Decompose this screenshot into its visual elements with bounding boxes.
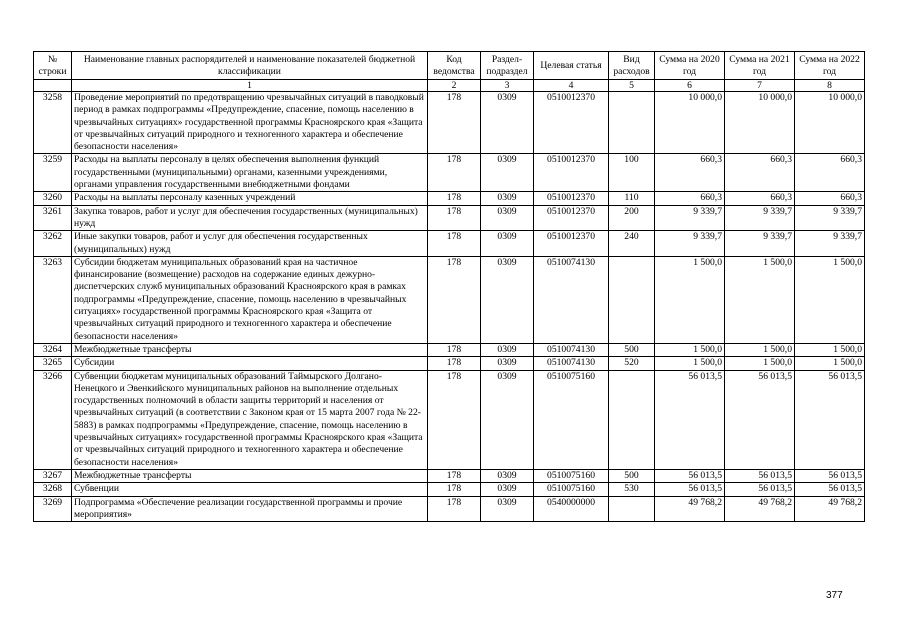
sum-2021-cell: 660,3	[725, 192, 795, 205]
expense-type-cell: 500	[609, 343, 655, 356]
sum-2022-cell: 56 013,5	[795, 469, 865, 482]
row-number-cell: 3258	[34, 92, 72, 154]
sum-2021-cell: 9 339,7	[725, 205, 795, 231]
row-number-cell: 3260	[34, 192, 72, 205]
dept-code-cell: 178	[428, 256, 481, 343]
row-name-cell: Проведение мероприятий по предотвращению чрезвычайных ситуаций в паводковый период в рамках подпрограммы «Предупреждение, спасение, помощь населению в чрезвычайных ситуациях» государственной программы Красноярского края «Защита от чрезвычайных ситуаций природного и техногенного характера и обеспечение безопасности населения»	[72, 92, 428, 154]
sum-2020-cell: 9 339,7	[655, 205, 725, 231]
sum-2022-cell: 1 500,0	[795, 256, 865, 343]
expense-type-cell: 110	[609, 192, 655, 205]
header-sum-2020: Сумма на 2020 год	[655, 52, 725, 80]
section-cell: 0309	[481, 192, 534, 205]
row-number-cell: 3267	[34, 469, 72, 482]
target-item-cell: 0510074130	[534, 343, 609, 356]
header-target-item: Целевая статья	[534, 52, 609, 80]
dept-code-cell: 178	[428, 231, 481, 257]
row-name-cell: Иные закупки товаров, работ и услуг для обеспечения государственных (муниципальных) нужд	[72, 231, 428, 257]
col-number-cell: 4	[534, 80, 609, 92]
target-item-cell: 0540000000	[534, 496, 609, 522]
section-cell: 0309	[481, 92, 534, 154]
target-item-cell: 0510012370	[534, 92, 609, 154]
row-name-cell: Субвенции бюджетам муниципальных образований Таймырского Долгано-Ненецкого и Эвенкийского муниципальных районов на выполнение отдельных государственных полномочий в области защиты территорий и населения от чрезвычайных ситуаций (в соответствии с Законом края от 15 марта 2007 года № 22-5883) в рамках подпрограммы «Предупреждение, спасение, помощь населению в чрезвычайных ситуациях» государственной программы Красноярского края «Защита от чрезвычайных ситуаций природного и техногенного характера и обеспечение безопасности населения»	[72, 370, 428, 469]
target-item-cell: 0510012370	[534, 154, 609, 192]
row-number-cell: 3262	[34, 231, 72, 257]
expense-type-cell: 500	[609, 469, 655, 482]
sum-2021-cell: 1 500,0	[725, 343, 795, 356]
header-section: Раздел-подраздел	[481, 52, 534, 80]
sum-2020-cell: 49 768,2	[655, 496, 725, 522]
section-cell: 0309	[481, 469, 534, 482]
dept-code-cell: 178	[428, 92, 481, 154]
table-row	[34, 357, 865, 370]
sum-2020-cell: 660,3	[655, 154, 725, 192]
sum-2020-cell: 10 000,0	[655, 92, 725, 154]
header-sum-2022: Сумма на 2022 год	[795, 52, 865, 80]
row-number-cell: 3265	[34, 357, 72, 370]
sum-2022-cell: 56 013,5	[795, 370, 865, 469]
dept-code-cell: 178	[428, 357, 481, 370]
target-item-cell: 0510075160	[534, 370, 609, 469]
col-number-cell: 3	[481, 80, 534, 92]
section-cell: 0309	[481, 343, 534, 356]
sum-2020-cell: 56 013,5	[655, 370, 725, 469]
table-row	[34, 154, 865, 192]
sum-2021-cell: 1 500,0	[725, 357, 795, 370]
row-name-cell: Расходы на выплаты персоналу казенных учреждений	[72, 192, 428, 205]
sum-2021-cell: 49 768,2	[725, 496, 795, 522]
target-item-cell: 0510012370	[534, 192, 609, 205]
dept-code-cell: 178	[428, 192, 481, 205]
section-cell: 0309	[481, 256, 534, 343]
row-name-cell: Межбюджетные трансферты	[72, 469, 428, 482]
expense-type-cell: 530	[609, 483, 655, 496]
column-number-row	[34, 80, 865, 92]
sum-2022-cell: 1 500,0	[795, 357, 865, 370]
sum-2022-cell: 1 500,0	[795, 343, 865, 356]
row-name-cell: Расходы на выплаты персоналу в целях обеспечения выполнения функций государственными (муниципальными) органами, казенными учреждениями, органами управления государственными внебюджетными фондами	[72, 154, 428, 192]
row-name-cell: Субвенции	[72, 483, 428, 496]
row-number-cell: 3263	[34, 256, 72, 343]
dept-code-cell: 178	[428, 483, 481, 496]
expense-type-cell: 200	[609, 205, 655, 231]
sum-2020-cell: 660,3	[655, 192, 725, 205]
sum-2021-cell: 56 013,5	[725, 469, 795, 482]
target-item-cell: 0510075160	[534, 469, 609, 482]
budget-table	[33, 51, 865, 522]
table-header-row	[34, 52, 865, 80]
col-number-cell: 6	[655, 80, 725, 92]
page-number: 377	[826, 590, 843, 601]
target-item-cell: 0510074130	[534, 357, 609, 370]
sum-2020-cell: 56 013,5	[655, 469, 725, 482]
expense-type-cell: 100	[609, 154, 655, 192]
sum-2020-cell: 9 339,7	[655, 231, 725, 257]
sum-2022-cell: 660,3	[795, 192, 865, 205]
col-number-cell: 5	[609, 80, 655, 92]
col-number-cell: 1	[72, 80, 428, 92]
sum-2022-cell: 10 000,0	[795, 92, 865, 154]
target-item-cell: 0510075160	[534, 483, 609, 496]
sum-2020-cell: 56 013,5	[655, 483, 725, 496]
table-row	[34, 92, 865, 154]
table-row	[34, 469, 865, 482]
header-row-no: № строки	[34, 52, 72, 80]
dept-code-cell: 178	[428, 370, 481, 469]
section-cell: 0309	[481, 231, 534, 257]
sum-2021-cell: 56 013,5	[725, 370, 795, 469]
section-cell: 0309	[481, 496, 534, 522]
expense-type-cell	[609, 92, 655, 154]
sum-2022-cell: 660,3	[795, 154, 865, 192]
table-row	[34, 192, 865, 205]
expense-type-cell	[609, 256, 655, 343]
sum-2020-cell: 1 500,0	[655, 256, 725, 343]
section-cell: 0309	[481, 483, 534, 496]
sum-2021-cell: 56 013,5	[725, 483, 795, 496]
expense-type-cell	[609, 496, 655, 522]
header-name: Наименование главных распорядителей и наименование показателей бюджетной классификации	[72, 52, 428, 80]
sum-2022-cell: 9 339,7	[795, 231, 865, 257]
target-item-cell: 0510074130	[534, 256, 609, 343]
col-number-cell: 2	[428, 80, 481, 92]
header-expense-type: Вид расходов	[609, 52, 655, 80]
sum-2022-cell: 56 013,5	[795, 483, 865, 496]
dept-code-cell: 178	[428, 496, 481, 522]
target-item-cell: 0510012370	[534, 231, 609, 257]
row-name-cell: Подпрограмма «Обеспечение реализации государственной программы и прочие мероприятия»	[72, 496, 428, 522]
sum-2020-cell: 1 500,0	[655, 343, 725, 356]
col-number-cell	[34, 80, 72, 92]
sum-2021-cell: 660,3	[725, 154, 795, 192]
section-cell: 0309	[481, 154, 534, 192]
expense-type-cell: 520	[609, 357, 655, 370]
row-number-cell: 3264	[34, 343, 72, 356]
section-cell: 0309	[481, 357, 534, 370]
table-row	[34, 370, 865, 469]
expense-type-cell: 240	[609, 231, 655, 257]
sum-2020-cell: 1 500,0	[655, 357, 725, 370]
header-dept-code: Код ведомства	[428, 52, 481, 80]
table-row	[34, 256, 865, 343]
table-row	[34, 496, 865, 522]
table-row	[34, 231, 865, 257]
row-number-cell: 3259	[34, 154, 72, 192]
sum-2021-cell: 10 000,0	[725, 92, 795, 154]
table-row	[34, 483, 865, 496]
dept-code-cell: 178	[428, 469, 481, 482]
dept-code-cell: 178	[428, 154, 481, 192]
sum-2022-cell: 9 339,7	[795, 205, 865, 231]
row-name-cell: Субсидии	[72, 357, 428, 370]
sum-2021-cell: 9 339,7	[725, 231, 795, 257]
row-name-cell: Закупка товаров, работ и услуг для обеспечения государственных (муниципальных) нужд	[72, 205, 428, 231]
target-item-cell: 0510012370	[534, 205, 609, 231]
section-cell: 0309	[481, 370, 534, 469]
row-number-cell: 3261	[34, 205, 72, 231]
row-number-cell: 3268	[34, 483, 72, 496]
col-number-cell: 8	[795, 80, 865, 92]
sum-2022-cell: 49 768,2	[795, 496, 865, 522]
expense-type-cell	[609, 370, 655, 469]
section-cell: 0309	[481, 205, 534, 231]
header-sum-2021: Сумма на 2021 год	[725, 52, 795, 80]
dept-code-cell: 178	[428, 343, 481, 356]
table-row	[34, 343, 865, 356]
sum-2021-cell: 1 500,0	[725, 256, 795, 343]
col-number-cell: 7	[725, 80, 795, 92]
row-number-cell: 3266	[34, 370, 72, 469]
dept-code-cell: 178	[428, 205, 481, 231]
row-name-cell: Межбюджетные трансферты	[72, 343, 428, 356]
row-number-cell: 3269	[34, 496, 72, 522]
row-name-cell: Субсидии бюджетам муниципальных образований края на частичное финансирование (возмещение) расходов на содержание единых дежурно-диспетчерских служб муниципальных образований Красноярского края в рамках подпрограммы «Предупреждение, спасение, помощь населению в чрезвычайных ситуациях» государственной программы Красноярского края «Защита от чрезвычайных ситуаций природного и техногенного характера и обеспечение безопасности населения»	[72, 256, 428, 343]
table-row	[34, 205, 865, 231]
